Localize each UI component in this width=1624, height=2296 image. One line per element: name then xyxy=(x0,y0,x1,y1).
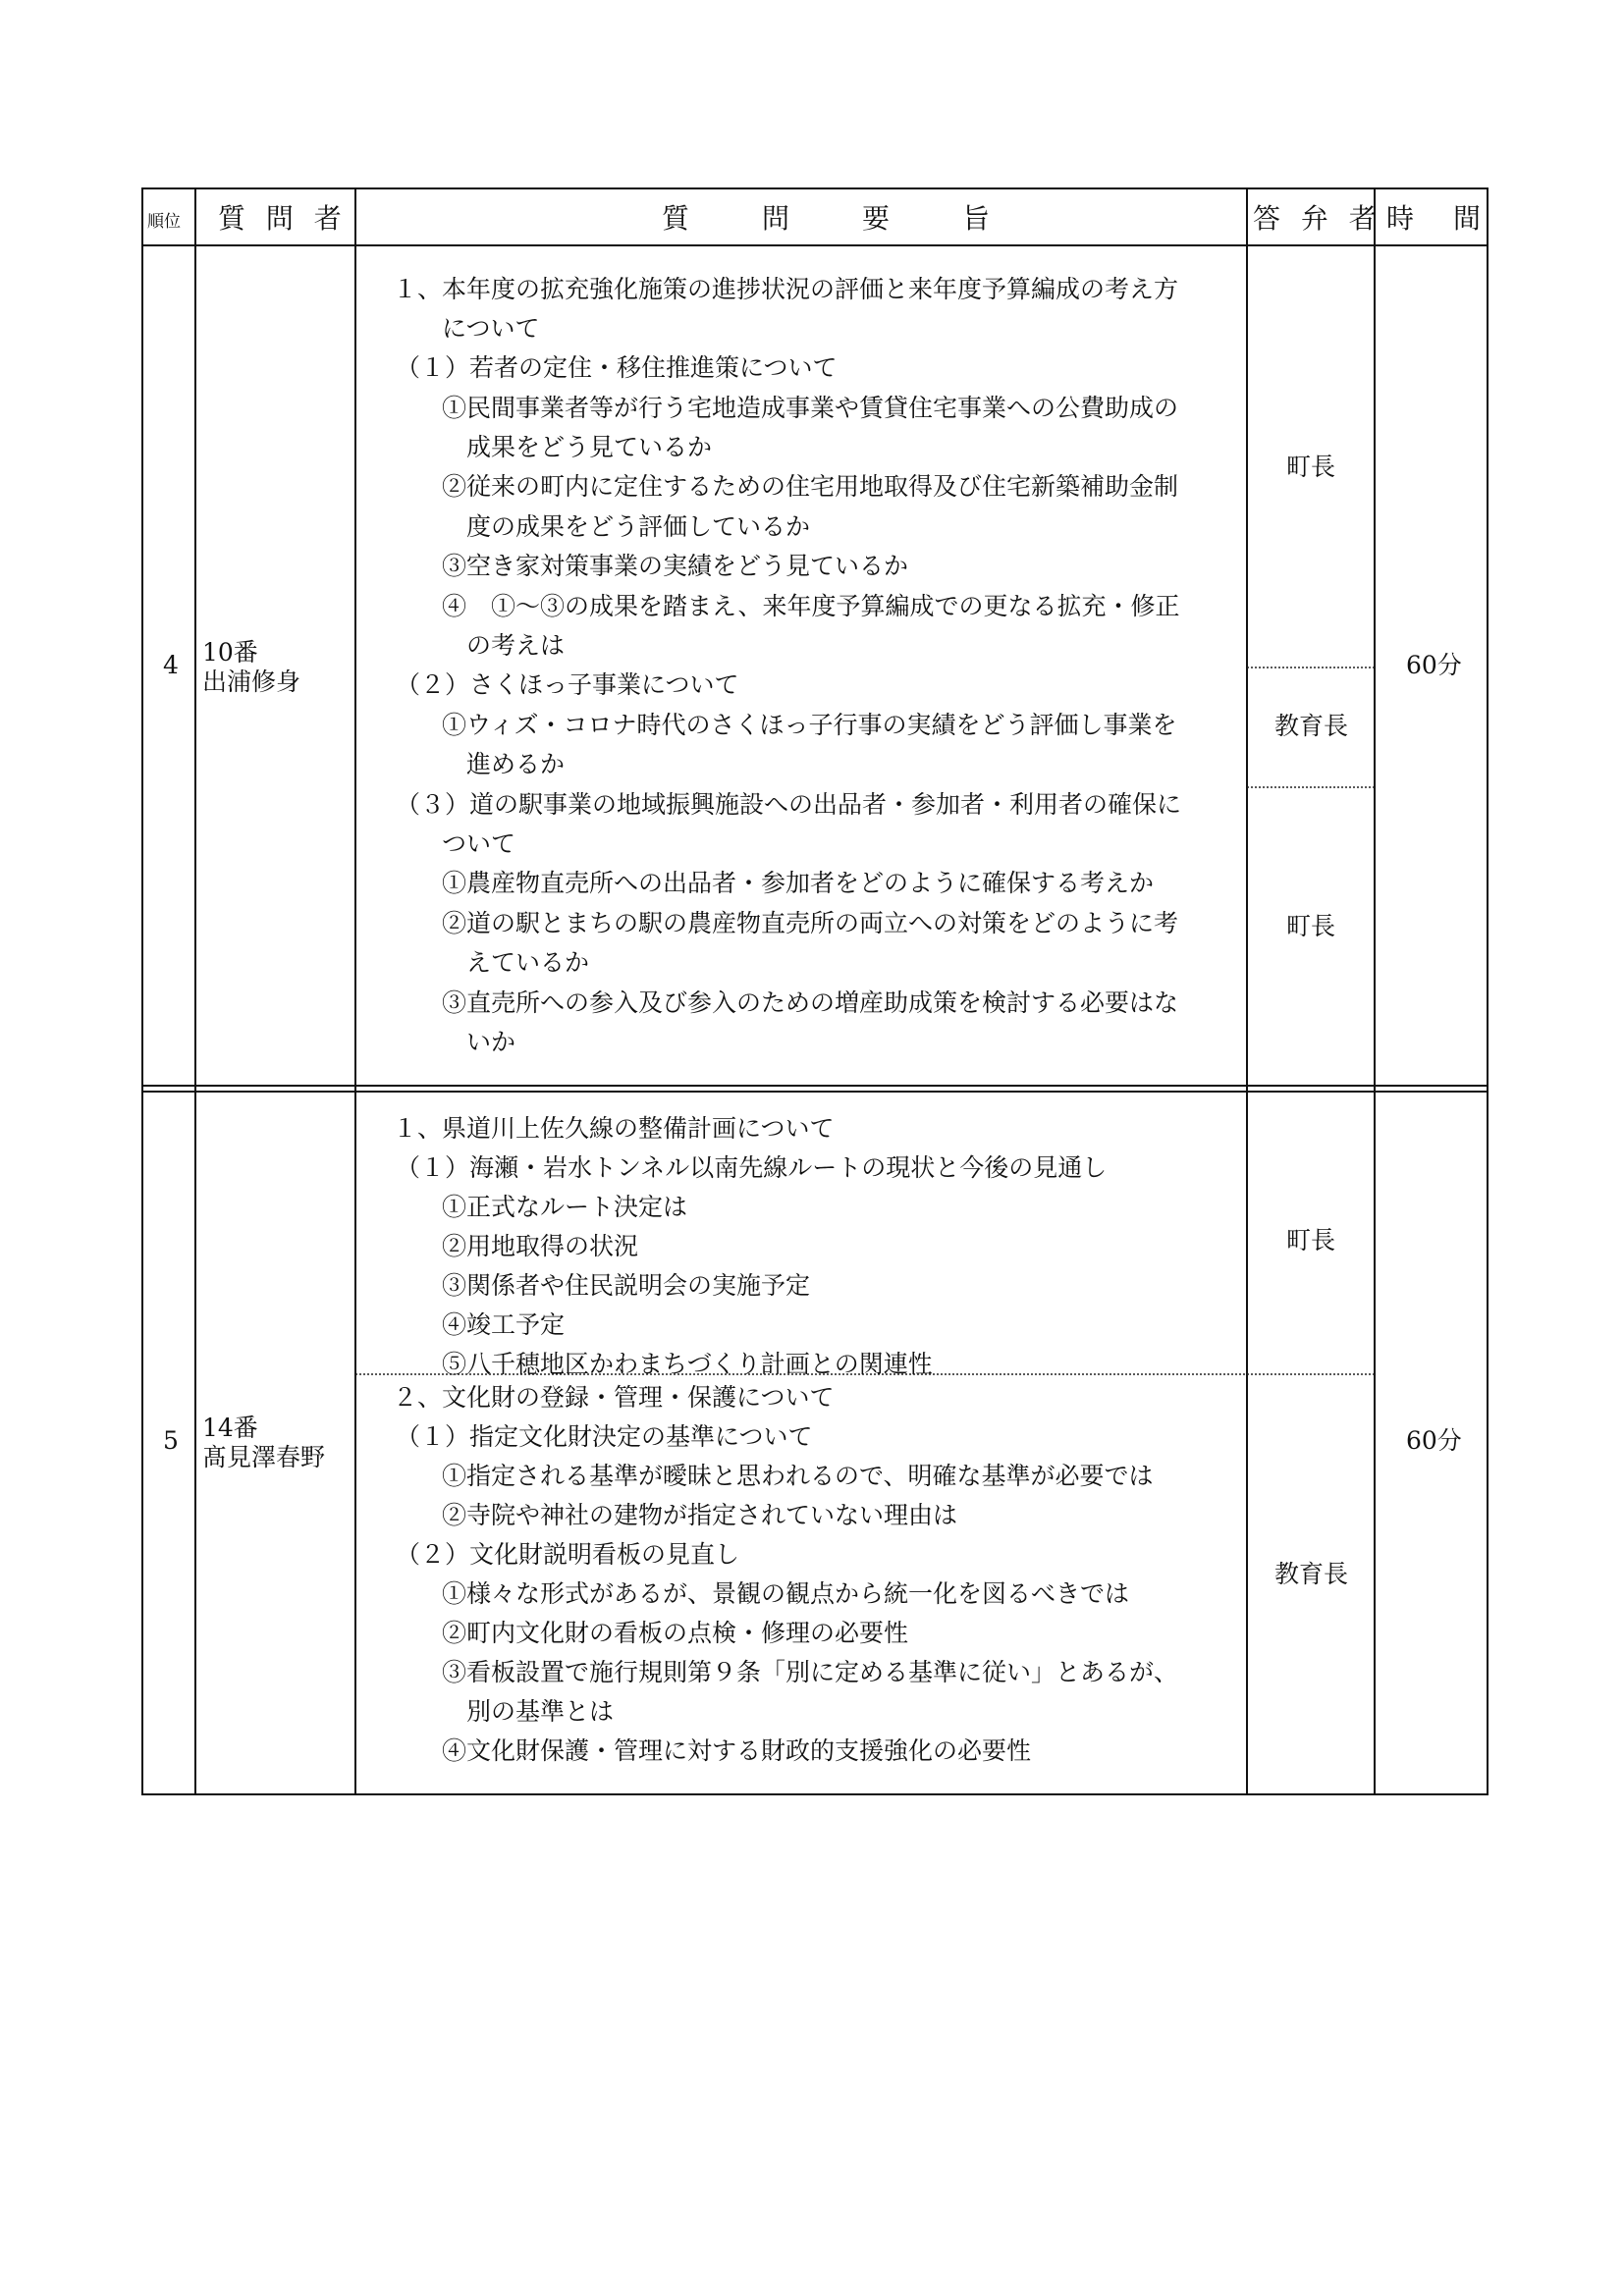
row5-line: （１）指定文化財決定の基準について xyxy=(396,1422,813,1451)
row5-line: ④竣工予定 xyxy=(442,1310,566,1339)
row4-line: 度の成果をどう評価しているか xyxy=(466,512,811,541)
row4-line: （１）若者の定住・移住推進策について xyxy=(396,353,838,382)
row4-respondent: 町長 xyxy=(1286,453,1336,481)
row5-line: １、県道川上佐久線の整備計画について xyxy=(393,1114,835,1143)
row5-line: ②用地取得の状況 xyxy=(442,1232,639,1260)
row4-line: ①農産物直売所への出品者・参加者をどのように確保する考えか xyxy=(442,869,1155,897)
row5-respondent: 教育長 xyxy=(1274,1560,1349,1588)
row4-member-name: 出浦修身 xyxy=(202,667,301,696)
row4-line: ①ウィズ・コロナ時代のさくほっ子行事の実績をどう評価し事業を xyxy=(442,711,1177,739)
row5-line: ③関係者や住民説明会の実施予定 xyxy=(442,1271,811,1300)
row5-member-number: 14番 xyxy=(202,1414,258,1442)
row5-line: ①指定される基準が曖昧と思われるので、明確な基準が必要では xyxy=(442,1462,1154,1490)
row5-line: ③看板設置で施行規則第９条「別に定める基準に従い」とあるが、 xyxy=(442,1658,1179,1686)
header-summary: 質 問 要 旨 xyxy=(662,202,997,235)
row4-line: いか xyxy=(466,1028,516,1056)
row4-line: ③直売所への参入及び参入のための増産助成策を検討する必要はな xyxy=(442,988,1179,1017)
row4-rank: 4 xyxy=(163,651,179,679)
row5-line: ①様々な形式があるが、景観の観点から統一化を図るべきでは xyxy=(442,1579,1130,1608)
row4-line: ④ ①～③の成果を踏まえ、来年度予算編成での更なる拡充・修正 xyxy=(442,592,1180,620)
row5-line: ④文化財保護・管理に対する財政的支援強化の必要性 xyxy=(442,1736,1032,1765)
row4-line: （２）さくほっ子事業について xyxy=(396,670,739,699)
row5-time: 60分 xyxy=(1406,1426,1462,1455)
row4-respondent: 教育長 xyxy=(1274,712,1349,740)
header-time: 時 間 xyxy=(1386,202,1488,235)
row4-member-number: 10番 xyxy=(202,638,258,667)
row4-line: ①民間事業者等が行う宅地造成事業や賃貸住宅事業への公費助成の xyxy=(442,394,1179,422)
row5-line: 別の基準とは xyxy=(466,1697,615,1726)
header-rank: 順位 xyxy=(147,212,181,232)
row5-respondent: 町長 xyxy=(1286,1226,1336,1255)
row4-time: 60分 xyxy=(1406,651,1462,679)
header-questioner: 質 問 者 xyxy=(218,202,348,235)
row4-line: ②道の駅とまちの駅の農産物直売所の両立への対策をどのように考 xyxy=(442,909,1179,937)
row4-line: １、本年度の拡充強化施策の進捗状況の評価と来年度予算編成の考え方 xyxy=(393,275,1179,303)
row4-line: 成果をどう見ているか xyxy=(466,433,713,461)
row4-line: （３）道の駅事業の地域振興施設への出品者・参加者・利用者の確保に xyxy=(396,790,1182,819)
row4-line: ②従来の町内に定住するための住宅用地取得及び住宅新築補助金制 xyxy=(442,472,1179,501)
row4-line: の考えは xyxy=(466,631,566,660)
row5-line: ２、文化財の登録・管理・保護について xyxy=(393,1383,835,1412)
row5-rank: 5 xyxy=(163,1426,179,1455)
row5-member-name: 髙見澤春野 xyxy=(202,1443,326,1471)
row4-line: ついて xyxy=(442,829,516,858)
row5-line: （１）海瀬・岩水トンネル以南先線ルートの現状と今後の見通し xyxy=(396,1153,1108,1182)
row5-line: ①正式なルート決定は xyxy=(442,1193,688,1221)
row5-line: （２）文化財説明看板の見直し xyxy=(396,1540,740,1569)
header-respondent: 答 弁 者 xyxy=(1253,202,1382,235)
row4-line: 進めるか xyxy=(466,750,566,778)
row5-line: ②町内文化財の看板の点検・修理の必要性 xyxy=(442,1619,909,1647)
row5-line: ②寺院や神社の建物が指定されていない理由は xyxy=(442,1501,958,1529)
row5-line: ⑤八千穂地区かわまちづくり計画との関連性 xyxy=(442,1350,933,1378)
row4-line: えているか xyxy=(466,948,590,977)
row4-line: ③空き家対策事業の実績をどう見ているか xyxy=(442,552,909,580)
row4-line: について xyxy=(442,314,540,343)
row4-respondent: 町長 xyxy=(1286,912,1336,940)
